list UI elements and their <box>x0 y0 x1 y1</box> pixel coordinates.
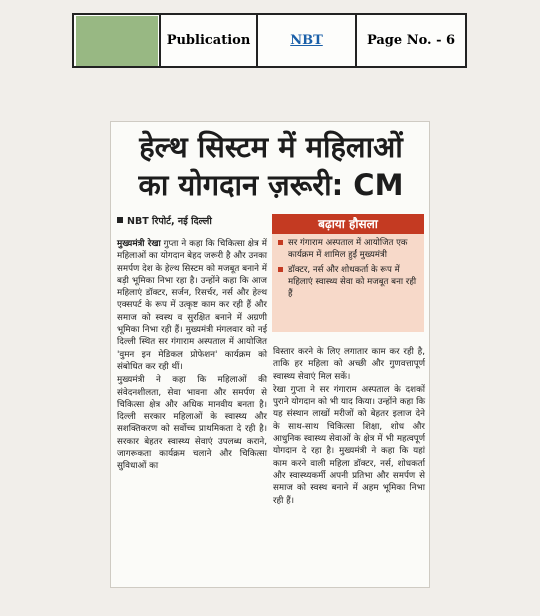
header-table <box>72 13 467 68</box>
highlight-box-title: बढ़ाया हौसला <box>272 214 424 234</box>
headline-line-2: का योगदान ज़रूरी: CM <box>138 168 404 202</box>
publication-label: Publication <box>161 15 258 66</box>
news-clipping <box>110 121 430 588</box>
paragraph: विस्तार करने के लिए लगातार काम कर रही है, ताकि हर महिला को अच्छी और गुणवत्तापूर्ण स्वास्थ्य सेवाएं मिल सकें। <box>273 347 425 382</box>
article-column-2 <box>273 346 425 508</box>
article-column-1 <box>117 238 267 474</box>
paragraph: मुख्यमंत्री ने कहा कि महिलाओं की संवेदनशीलता, सेवा भावना और समर्पण से चिकित्सा क्षेत्र और अधिक मानवीय बनता है। दिल्ली सरकार महिलाओं के स्वास्थ्य और सशक्तिकरण को सर्वोच्च प्राथमिकता दे रही है। सरकार बेहतर स्वास्थ्य सेवाएं उपलब्ध कराने, जागरूकता कार्यक्रम चलाने और चिकित्सा सुविधाओं का <box>117 375 267 472</box>
paragraph: रेखा गुप्ता ने सर गंगाराम अस्पताल के दशकों पुराने योगदान को भी याद किया। उन्होंने कहा कि यह संस्थान लाखों मरीजों को बेहतर इलाज देने के साथ-साथ चिकित्सा शिक्षा, शोध और आधुनिक स्वास्थ्य सेवाओं के क्षेत्र में भी महत्वपूर्ण योगदान दे रहा है। मुख्यमंत्री ने कहा कि यहां काम करने वाली महिला डॉक्टर, नर्स, शोधकर्ता और स्वास्थ्यकर्मी अपनी प्रतिभा और समर्पण से समाज को स्वस्थ बनाने में अहम भूमिका निभा रही हैं। <box>273 384 425 506</box>
highlight-item-text: सर गंगाराम अस्पताल में आयोजित एक कार्यक्रम में शामिल हुईं मुख्यमंत्री <box>288 238 408 260</box>
byline <box>117 214 212 227</box>
publication-logo <box>76 16 158 66</box>
headline <box>115 128 427 204</box>
byline-text: NBT रिपोर्ट, नई दिल्ली <box>127 216 212 227</box>
paragraph-text: गुप्ता ने कहा कि चिकित्सा क्षेत्र में महिलाओं का योगदान बेहद जरूरी है और उनका समर्पण देश के हेल्थ सिस्टम को मजबूत बनाने में बड़ी भूमिका निभा रहा है। उन्होंने कहा कि आज महिलाएं डॉक्टर, सर्जन, रिसर्चर, नर्स और हेल्थ एक्सपर्ट के रूप में उत्कृष्ट काम कर रही हैं और समाज को स्वस्थ व सुरक्षित बनाने में अग्रणी भूमिका निभा रही हैं। मुख्यमंत्री मंगलवार को नई दिल्ली स्थित सर गंगाराम अस्पताल में आयोजित 'वुमन इन मेडिकल प्रोफेशन' कार्यक्रम को संबोधित कर रही थीं। <box>117 239 267 372</box>
square-bullet-icon <box>278 267 283 272</box>
square-bullet-icon <box>278 240 283 245</box>
headline-line-1: हेल्थ सिस्टम में महिलाओं <box>139 130 403 164</box>
logo-cell <box>74 15 161 66</box>
highlight-item-text: डॉक्टर, नर्स और शोधकर्ता के रूप में महिलाएं स्वास्थ्य सेवा को मजबूत बना रही हैं <box>288 265 417 299</box>
highlight-item <box>272 234 424 261</box>
lead-in: मुख्यमंत्री रेखा <box>117 239 161 249</box>
page-number: Page No. - 6 <box>366 33 456 48</box>
square-bullet-icon <box>117 217 123 223</box>
source-link[interactable]: NBT <box>258 15 357 66</box>
highlight-box <box>272 214 424 332</box>
highlight-item <box>272 261 424 300</box>
paragraph <box>117 238 267 373</box>
